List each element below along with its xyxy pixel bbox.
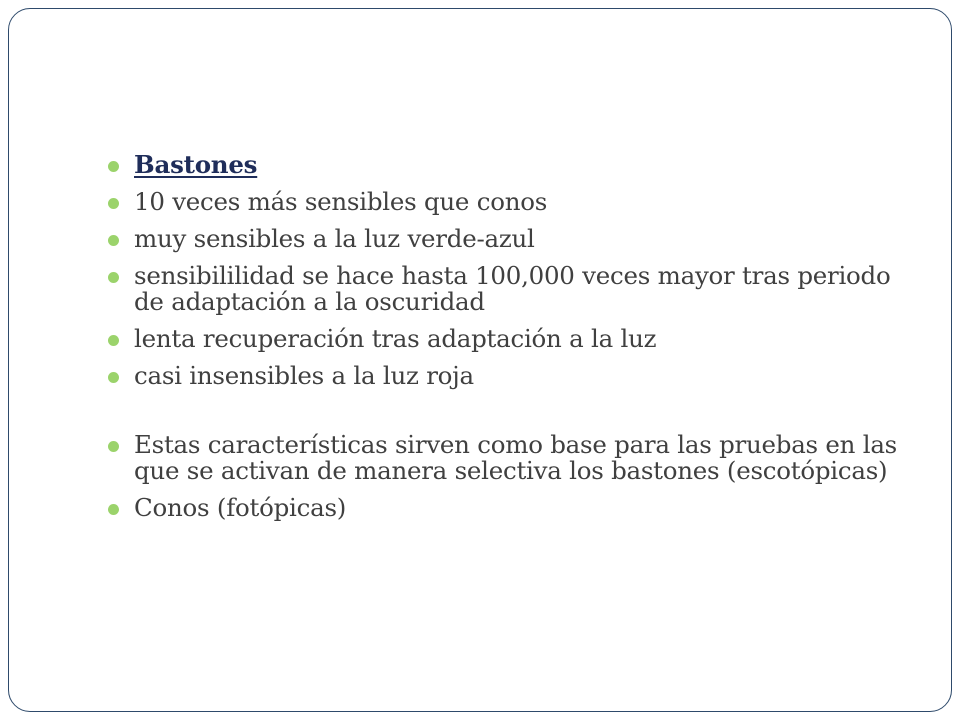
bullet-text: Estas características sirven como base para las pruebas en las que se activan de manera selectiva los bastones (escotópicas) (134, 430, 897, 485)
bullet-item-bastones (106, 152, 906, 178)
bullet-item (106, 363, 906, 389)
bullet-text: lenta recuperación tras adaptación a la luz (134, 324, 657, 353)
bullet-dot-icon (108, 441, 119, 452)
bullet-item (106, 226, 906, 252)
bullet-text: Conos (fotópicas) (134, 493, 347, 522)
bullet-list (106, 152, 906, 521)
bullet-text: sensibililidad se hace hasta 100,000 veces mayor tras periodo de adaptación a la oscuridad (134, 261, 891, 316)
bullet-dot-icon (108, 372, 119, 383)
slide-content (106, 152, 906, 532)
bullet-dot-icon (108, 235, 119, 246)
bullet-item (106, 263, 906, 315)
bullet-dot-icon (108, 335, 119, 346)
bullet-dot-icon (108, 272, 119, 283)
bullet-text: muy sensibles a la luz verde-azul (134, 224, 535, 253)
bullet-text: 10 veces más sensibles que conos (134, 187, 548, 216)
bullet-dot-icon (108, 198, 119, 209)
bullet-item (106, 432, 906, 484)
bullet-heading-text: Bastones (134, 150, 258, 179)
bullet-text: casi insensibles a la luz roja (134, 361, 474, 390)
bullet-item (106, 189, 906, 215)
bullet-dot-icon (108, 161, 119, 172)
bullet-item (106, 495, 906, 521)
bullet-item (106, 326, 906, 352)
bullet-dot-icon (108, 504, 119, 515)
